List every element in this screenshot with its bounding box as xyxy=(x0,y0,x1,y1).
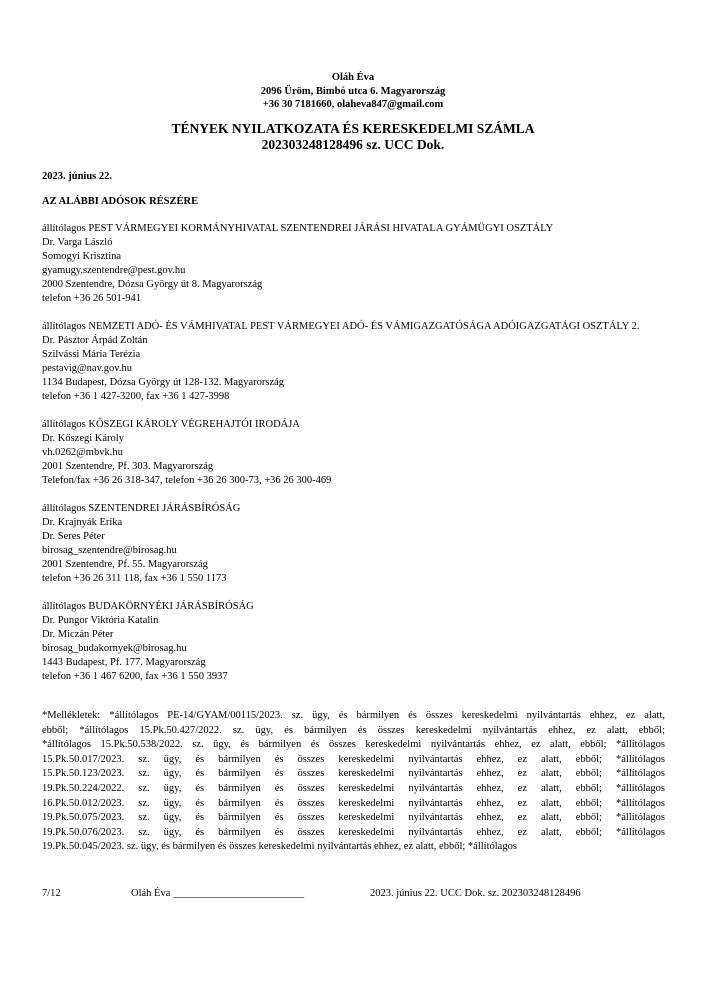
sender-contact: +36 30 7181660, olaheva847@gmail.com xyxy=(262,99,444,110)
signature-line: Oláh Éva _________________________ xyxy=(131,888,305,899)
title-line-2: 202303248128496 sz. UCC Dok. xyxy=(261,137,445,152)
attachment-line: 19.Pk.50.076/2023. sz. ügy, és bármilyen és összes kereskedelmi nyilvántartás ehhez, ez alatt, ebből; *állítólagos xyxy=(42,826,665,838)
party-line: telefon +36 26 311 118, fax +36 1 550 1173 xyxy=(42,573,227,584)
sender-name: Oláh Éva xyxy=(331,72,375,83)
party-line: 1134 Budapest, Dózsa György út 128-132. Magyarország xyxy=(42,377,285,388)
party-line: gyamugy.szentendre@pest.gov.hu xyxy=(42,265,186,276)
party-line: 2001 Szentendre, Pf. 55. Magyarország xyxy=(42,559,208,570)
party-block xyxy=(42,320,672,404)
page-number: 7/12 xyxy=(42,888,61,899)
party-line: birosag_budakornyek@birosag.hu xyxy=(42,643,187,654)
party-line: Dr. Miczán Péter xyxy=(42,629,114,640)
party-heading: állítólagos BUDAKÖRNYÉKI JÁRÁSBÍRÓSÁG xyxy=(42,601,254,612)
footer-reference: 2023. június 22. UCC Dok. sz. 202303248128496 xyxy=(370,888,581,899)
attachments-paragraph xyxy=(42,709,665,855)
party-line: telefon +36 1 467 6200, fax +36 1 550 3937 xyxy=(42,671,228,682)
party-block xyxy=(42,418,672,488)
attachment-line: 15.Pk.50.017/2023. sz. ügy, és bármilyen és összes kereskedelmi nyilvántartás ehhez, ez alatt, ebből; *állítólagos xyxy=(42,753,665,765)
party-heading: állítólagos PEST VÁRMEGYEI KORMÁNYHIVATAL SZENTENDREI JÁRÁSI HIVATALA GYÁMÜGYI OSZTÁLY xyxy=(42,223,554,234)
party-line: Somogyi Krisztina xyxy=(42,251,122,262)
party-line: Dr. Seres Péter xyxy=(42,531,105,542)
party-line: 2001 Szentendre, Pf. 303. Magyarország xyxy=(42,461,214,472)
party-line: Dr. Kőszegi Károly xyxy=(42,433,124,444)
party-line: telefon +36 1 427-3200, fax +36 1 427-3998 xyxy=(42,391,230,402)
addressee-heading: AZ ALÁBBI ADÓSOK RÉSZÉRE xyxy=(42,196,199,207)
document-date: 2023. június 22. xyxy=(42,171,113,182)
sender-block xyxy=(0,71,706,112)
party-line: Dr. Pungor Viktória Katalin xyxy=(42,615,159,626)
party-heading: állítólagos SZENTENDREI JÁRÁSBÍRÓSÁG xyxy=(42,503,241,514)
attachment-line: 15.Pk.50.123/2023. sz. ügy, és bármilyen és összes kereskedelmi nyilvántartás ehhez, ez alatt, ebből; *állítólagos xyxy=(42,768,665,780)
party-line: telefon +36 26 501-941 xyxy=(42,293,141,304)
party-heading: állítólagos NEMZETI ADÓ- ÉS VÁMHIVATAL PEST VÁRMEGYEI ADÓ- ÉS VÁMIGAZGATÓSÁGA ADÓIGAZGATÁGI OSZTÁLY 2. xyxy=(42,321,640,332)
attachment-line: 19.Pk.50.224/2022. sz. ügy, és bármilyen és összes kereskedelmi nyilvántartás ehhez, ez alatt, ebből; *állítólagos xyxy=(42,782,665,794)
attachment-line: 19.Pk.50.075/2023. sz. ügy, és bármilyen és összes kereskedelmi nyilvántartás ehhez, ez alatt, ebből; *állítólagos xyxy=(42,812,665,824)
party-line: Telefon/fax +36 26 318-347, telefon +36 26 300-73, +36 26 300-469 xyxy=(42,475,332,486)
party-block xyxy=(42,222,672,306)
sender-address: 2096 Üröm, Bimbó utca 6. Magyarország xyxy=(260,85,446,97)
party-line: Dr. Krajnyák Erika xyxy=(42,517,123,528)
party-line: 2000 Szentendre, Dózsa György út 8. Magyarország xyxy=(42,279,263,290)
party-line: Dr. Pásztor Árpád Zoltán xyxy=(42,335,148,346)
attachment-line: 16.Pk.50.012/2023. sz. ügy, és bármilyen és összes kereskedelmi nyilvántartás ehhez, ez alatt, ebből; *állítólagos xyxy=(42,797,665,809)
attachment-line: *állítólagos 15.Pk.50.538/2022. sz. ügy, és bármilyen és összes kereskedelmi nyilvántartás ehhez, ez alatt, ebből; *állítólagos xyxy=(42,739,665,751)
attachment-line: ebből; *állítólagos 15.Pk.50.427/2022. sz. ügy, és bármilyen és összes kereskedelmi nyilvántartás ehhez, ez alatt, ebből; xyxy=(42,724,665,736)
party-line: Dr. Varga László xyxy=(42,237,113,248)
party-line: Szilvássi Mária Terézia xyxy=(42,349,141,360)
party-list xyxy=(42,222,672,698)
party-line: vh.0262@mbvk.hu xyxy=(42,447,123,458)
party-heading: állítólagos KŐSZEGI KÁROLY VÉGREHAJTÓI IRODÁJA xyxy=(42,419,300,430)
party-line: birosag_szentendre@birosag.hu xyxy=(42,545,177,556)
party-block xyxy=(42,600,672,684)
attachment-line: 19.Pk.50.045/2023. sz. ügy, és bármilyen és összes kereskedelmi nyilvántartás ehhez, ez alatt, ebből; *állítólagos xyxy=(42,841,517,853)
title-line-1: TÉNYEK NYILATKOZATA ÉS KERESKEDELMI SZÁMLA xyxy=(171,121,535,136)
party-line: pestavig@nav.gov.hu xyxy=(42,363,132,374)
attachment-line: *Mellékletek: *állítólagos PE-14/GYAM/00115/2023. sz. ügy, és bármilyen és összes kereskedelmi nyilvántartás ehhez, ez alatt, xyxy=(42,710,665,721)
party-block xyxy=(42,502,672,586)
document-title xyxy=(0,121,706,153)
party-line: 1443 Budapest, Pf. 177. Magyarország xyxy=(42,657,206,668)
